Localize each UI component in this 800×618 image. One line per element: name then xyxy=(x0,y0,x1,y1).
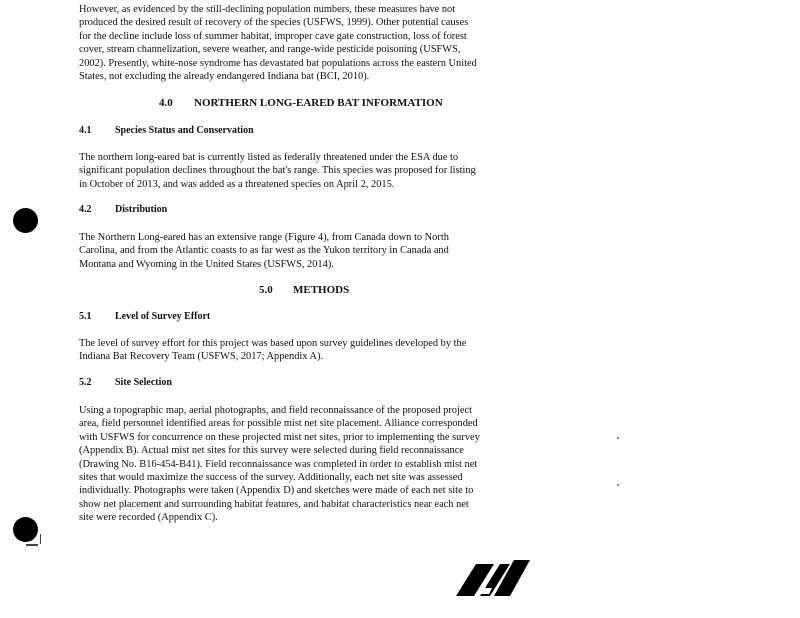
text-line: Carolina, and from the Atlantic coasts to as far west as the Yukon territory in Canada and xyxy=(79,245,449,257)
text-line: area, field personnel identified areas for possible mist net site placement. Alliance corresponded xyxy=(79,418,478,430)
text-line: Indiana Bat Recovery Team (USFWS, 2017; Appendix A). xyxy=(79,351,324,363)
text-line: sites that would maximize the success of the survey. Additionally, each net site was assessed xyxy=(79,472,463,484)
scan-mark xyxy=(40,534,41,544)
text-line: produced the desired result of recovery of the species (USFWS, 1999). Other potential causes xyxy=(79,17,469,29)
text-line: However, as evidenced by the still-declining population numbers, these measures have not xyxy=(79,4,456,15)
punch-hole-upper xyxy=(13,208,38,233)
site-selection-paragraph xyxy=(79,404,539,525)
text-line: Montana and Wyoming in the United States (USFWS, 2014). xyxy=(79,258,334,270)
punch-hole-lower xyxy=(13,517,38,542)
subsection-title: Distribution xyxy=(115,204,168,215)
subsection-number: 4.1 xyxy=(79,125,92,136)
section-number: 5.0 xyxy=(259,284,273,296)
text-line: individually. Photographs were taken (Appendix D) and sketches were made of each net site to xyxy=(79,485,474,497)
text-line: in October of 2013, and was added as a threatened species on April 2, 2015. xyxy=(79,178,395,190)
text-line: The northern long-eared bat is currently listed as federally threatened under the ESA due to xyxy=(79,152,459,163)
text-line: site were recorded (Appendix C). xyxy=(79,512,218,524)
text-line: with USFWS for concurrence on these projected mist net sites, prior to implementing the survey xyxy=(79,431,480,443)
text-line: States, not excluding the already endangered Indiana bat (BCI, 2010). xyxy=(79,71,370,83)
scan-speck xyxy=(617,484,619,486)
text-line: (Drawing No. B16-454-B41). Field reconnaissance was completed in order to establish mist net xyxy=(79,458,478,470)
section-number: 4.0 xyxy=(159,97,173,109)
subsection-title: Species Status and Conservation xyxy=(115,125,254,136)
text-line: (Appendix B). Actual mist net sites for this survey were selected during field reconnaissance xyxy=(79,445,464,457)
logo-mark-icon xyxy=(454,558,532,598)
subsection-title: Level of Survey Effort xyxy=(115,311,211,322)
subsection-heading-5-1 xyxy=(79,311,210,322)
text-line: 2002). Presently, white-nose syndrome has devastated bat populations across the eastern United xyxy=(79,57,477,69)
text-line: show net placement and surrounding habitat features, and habitat characteristics near each net xyxy=(79,498,469,510)
text-line: for the decline include loss of summer habitat, improper cave gate construction, loss of forest xyxy=(79,30,467,42)
subsection-heading-4-2 xyxy=(79,204,167,215)
scan-mark xyxy=(26,544,38,546)
survey-effort-paragraph xyxy=(79,337,539,364)
species-status-paragraph xyxy=(79,151,539,191)
scan-speck xyxy=(617,437,619,439)
distribution-paragraph xyxy=(79,231,539,271)
section-title: NORTHERN LONG-EARED BAT INFORMATION xyxy=(194,97,443,109)
text-line: The level of survey effort for this project was based upon survey guidelines developed by the xyxy=(79,338,467,349)
text-line: Using a topographic map, aerial photographs, and field reconnaissance of the proposed project xyxy=(79,405,472,416)
subsection-number: 4.2 xyxy=(79,204,92,215)
subsection-heading-4-1 xyxy=(79,125,254,136)
subsection-number: 5.1 xyxy=(79,311,92,322)
section-heading-5 xyxy=(259,284,349,296)
section-title: METHODS xyxy=(293,284,350,296)
subsection-number: 5.2 xyxy=(79,377,92,388)
text-line: cover, stream channelization, severe weather, and range-wide pesticide poisoning (USFWS, xyxy=(79,44,461,56)
continuation-paragraph xyxy=(79,3,539,83)
text-line: significant population declines throughout the bat's range. This species was proposed for listing xyxy=(79,165,476,177)
subsection-title: Site Selection xyxy=(115,377,172,388)
subsection-heading-5-2 xyxy=(79,377,172,388)
text-line: The Northern Long-eared has an extensive range (Figure 4), from Canada down to North xyxy=(79,232,449,243)
section-heading-4 xyxy=(159,97,443,109)
